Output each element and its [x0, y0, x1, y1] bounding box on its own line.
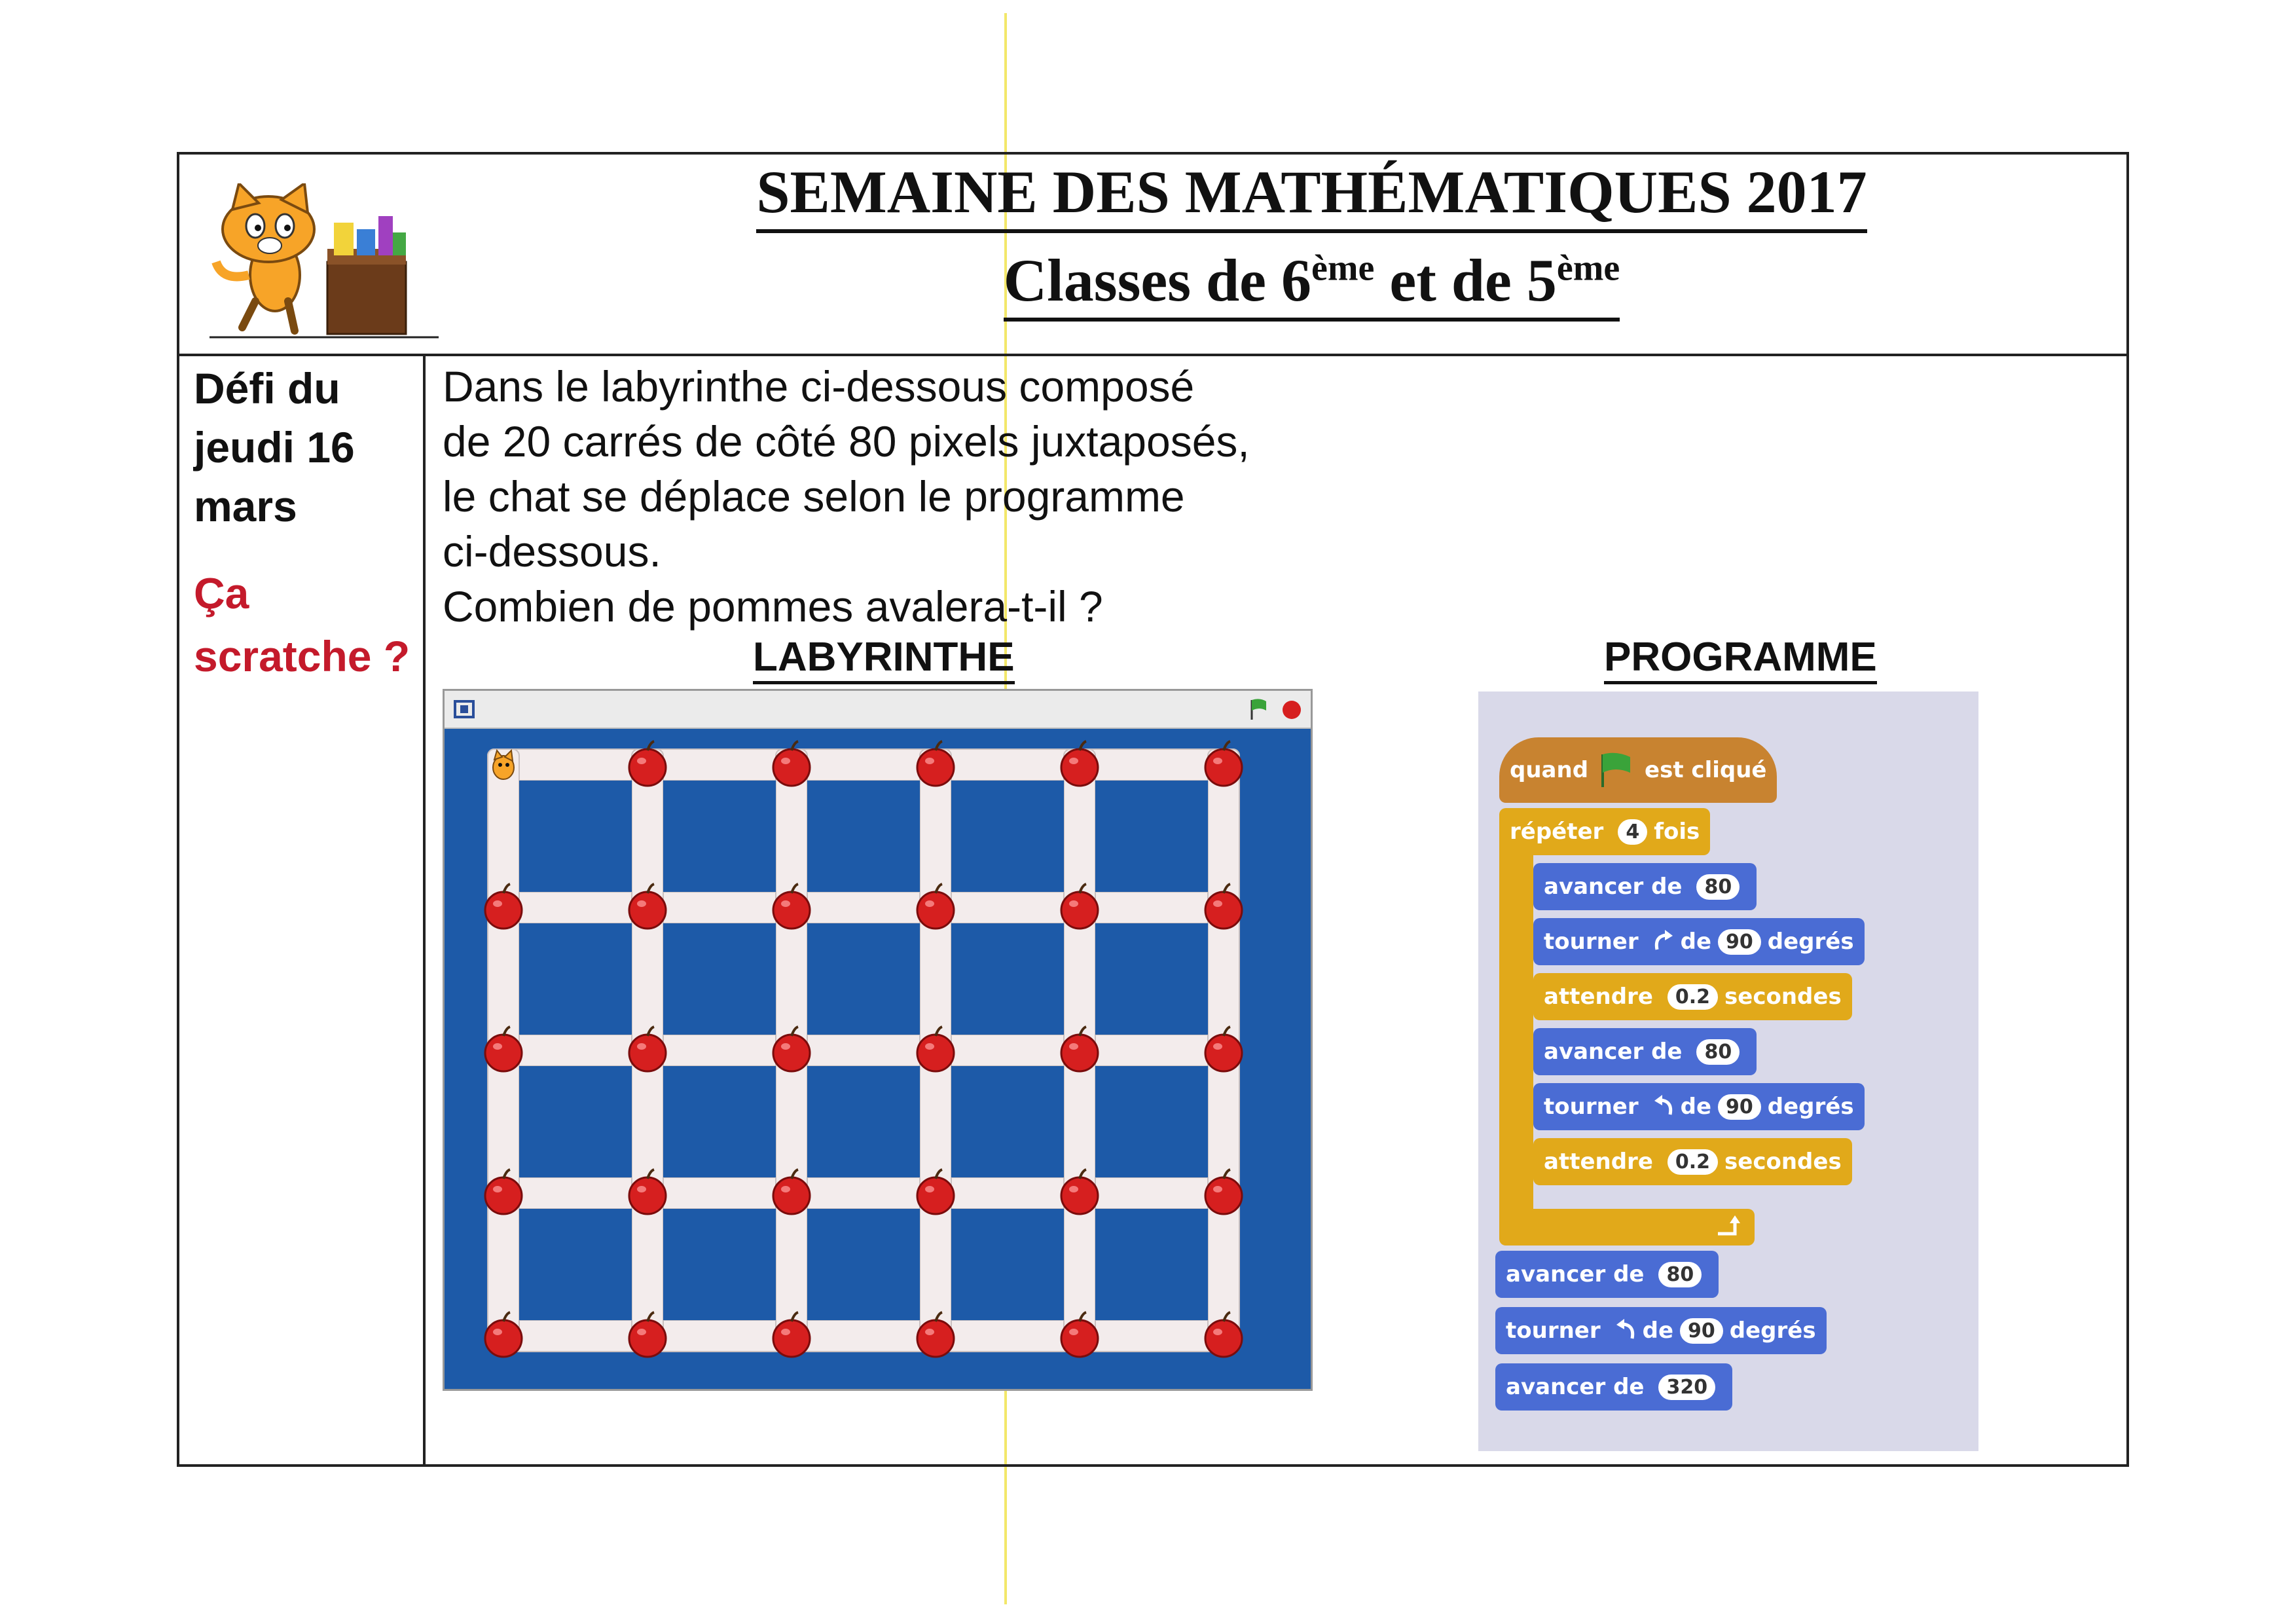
maze-square [807, 781, 920, 892]
block-keyword: degrés [1729, 1318, 1816, 1344]
block-keyword: de [1680, 1094, 1712, 1120]
block-value: 90 [1718, 929, 1761, 955]
maze-square [951, 1066, 1064, 1177]
labyrinth [445, 729, 1311, 1389]
problem-statement [443, 359, 1250, 634]
maze-path-horizontal [488, 1177, 1239, 1209]
inner-block[interactable] [1533, 863, 1757, 910]
inner-block[interactable] [1533, 973, 1852, 1020]
date-line-3: mars [194, 482, 297, 530]
statement-line: ci-dessous. [443, 527, 661, 576]
inner-block[interactable] [1533, 1028, 1757, 1075]
maze-path-horizontal [488, 749, 1239, 781]
statement-line: Dans le labyrinthe ci-dessous composé [443, 362, 1195, 411]
maze-square [807, 1209, 920, 1320]
maze-square [951, 781, 1064, 892]
maze-square [951, 1209, 1064, 1320]
block-keyword: avancer de [1506, 1261, 1645, 1287]
block-keyword: secondes [1724, 1149, 1842, 1175]
block-keyword: tourner [1506, 1318, 1601, 1344]
apple-icon [1061, 741, 1098, 786]
page-title: SEMAINE DES MATHÉMATIQUES 2017 [0, 157, 2296, 227]
statement-line: le chat se déplace selon le programme [443, 472, 1185, 521]
maze-square [519, 781, 632, 892]
block-keyword: attendre [1544, 1149, 1653, 1175]
block-keyword: avancer de [1506, 1374, 1645, 1400]
challenge-date [194, 359, 429, 688]
maze-square [951, 923, 1064, 1035]
maze-square [807, 1066, 920, 1177]
inner-block[interactable] [1533, 1138, 1852, 1185]
statement-question: Combien de pommes avalera-t-il ? [443, 582, 1103, 631]
block-keyword: degrés [1767, 1094, 1854, 1120]
block-keyword: quand [1510, 757, 1589, 783]
block-keyword: avancer de [1544, 874, 1683, 900]
green-flag-icon[interactable] [1247, 697, 1270, 721]
scratch-program [1478, 692, 1978, 1451]
challenge-name-line-1: Ça [194, 569, 249, 618]
block-keyword: de [1680, 929, 1712, 955]
maze-square [519, 923, 632, 1035]
fullscreen-icon[interactable] [451, 697, 477, 721]
block-keyword: avancer de [1544, 1039, 1683, 1065]
block-keyword: degrés [1767, 929, 1854, 955]
maze-square [807, 923, 920, 1035]
page-subtitle: Classes de 6ème et de 5ème [0, 246, 2296, 315]
apple-icon [1205, 741, 1242, 786]
stage-toolbar [445, 691, 1311, 729]
block-keyword: répéter [1510, 819, 1604, 845]
block-keyword: fois [1654, 819, 1700, 845]
stage-area [445, 729, 1311, 1389]
block-keyword: de [1642, 1318, 1674, 1344]
challenge-name [194, 562, 429, 688]
loop-arrow-icon [1715, 1215, 1741, 1239]
block-value: 0.2 [1667, 984, 1718, 1010]
maze-square [663, 923, 776, 1035]
after-block[interactable] [1495, 1307, 1827, 1354]
maze-square [1095, 923, 1208, 1035]
maze-path-horizontal [488, 892, 1239, 923]
block-keyword: tourner [1544, 929, 1639, 955]
challenge-name-line-2: scratche ? [194, 632, 410, 680]
block-keyword: est cliqué [1645, 757, 1767, 783]
maze-square [663, 1209, 776, 1320]
block-value: 90 [1718, 1094, 1761, 1120]
block-keyword: tourner [1544, 1094, 1639, 1120]
maze-square [1095, 1066, 1208, 1177]
green-flag-icon [1596, 750, 1635, 790]
when-flag-clicked-block[interactable] [1499, 737, 1777, 803]
block-value: 0.2 [1667, 1149, 1718, 1175]
stop-icon[interactable] [1281, 699, 1303, 721]
block-keyword: secondes [1724, 984, 1842, 1010]
rotate-clockwise-icon [1650, 930, 1677, 953]
maze-path-horizontal [488, 1035, 1239, 1066]
rotate-counterclockwise-icon [1650, 1095, 1677, 1118]
inner-block[interactable] [1533, 918, 1865, 965]
maze-square [1095, 1209, 1208, 1320]
maze-path-horizontal [488, 1320, 1239, 1352]
repeat-block-arm [1499, 849, 1533, 1215]
inner-block[interactable] [1533, 1083, 1865, 1130]
maze-square [519, 1066, 632, 1177]
block-value: 80 [1658, 1262, 1702, 1287]
maze-square [1095, 781, 1208, 892]
after-block[interactable] [1495, 1251, 1719, 1298]
after-block[interactable] [1495, 1363, 1732, 1411]
maze-square [519, 1209, 632, 1320]
block-value: 80 [1696, 1039, 1740, 1065]
header-divider [177, 354, 2129, 356]
scratch-stage [443, 689, 1313, 1391]
date-line-1: Défi du [194, 364, 340, 413]
apple-icon [773, 741, 810, 786]
maze-square [663, 781, 776, 892]
date-line-2: jeudi 16 [194, 423, 355, 471]
statement-line: de 20 carrés de côté 80 pixels juxtaposés, [443, 417, 1250, 466]
program-title: PROGRAMME [1604, 634, 1877, 680]
block-value: 4 [1618, 819, 1647, 845]
repeat-block-footer [1499, 1209, 1755, 1246]
maze-square [663, 1066, 776, 1177]
rotate-counterclockwise-icon [1613, 1319, 1639, 1342]
block-keyword: attendre [1544, 984, 1653, 1010]
labyrinth-title: LABYRINTHE [753, 634, 1015, 680]
block-value: 80 [1696, 874, 1740, 900]
block-value: 320 [1658, 1375, 1715, 1400]
block-value: 90 [1680, 1318, 1723, 1344]
apple-icon [629, 741, 666, 786]
apple-icon [917, 741, 954, 786]
